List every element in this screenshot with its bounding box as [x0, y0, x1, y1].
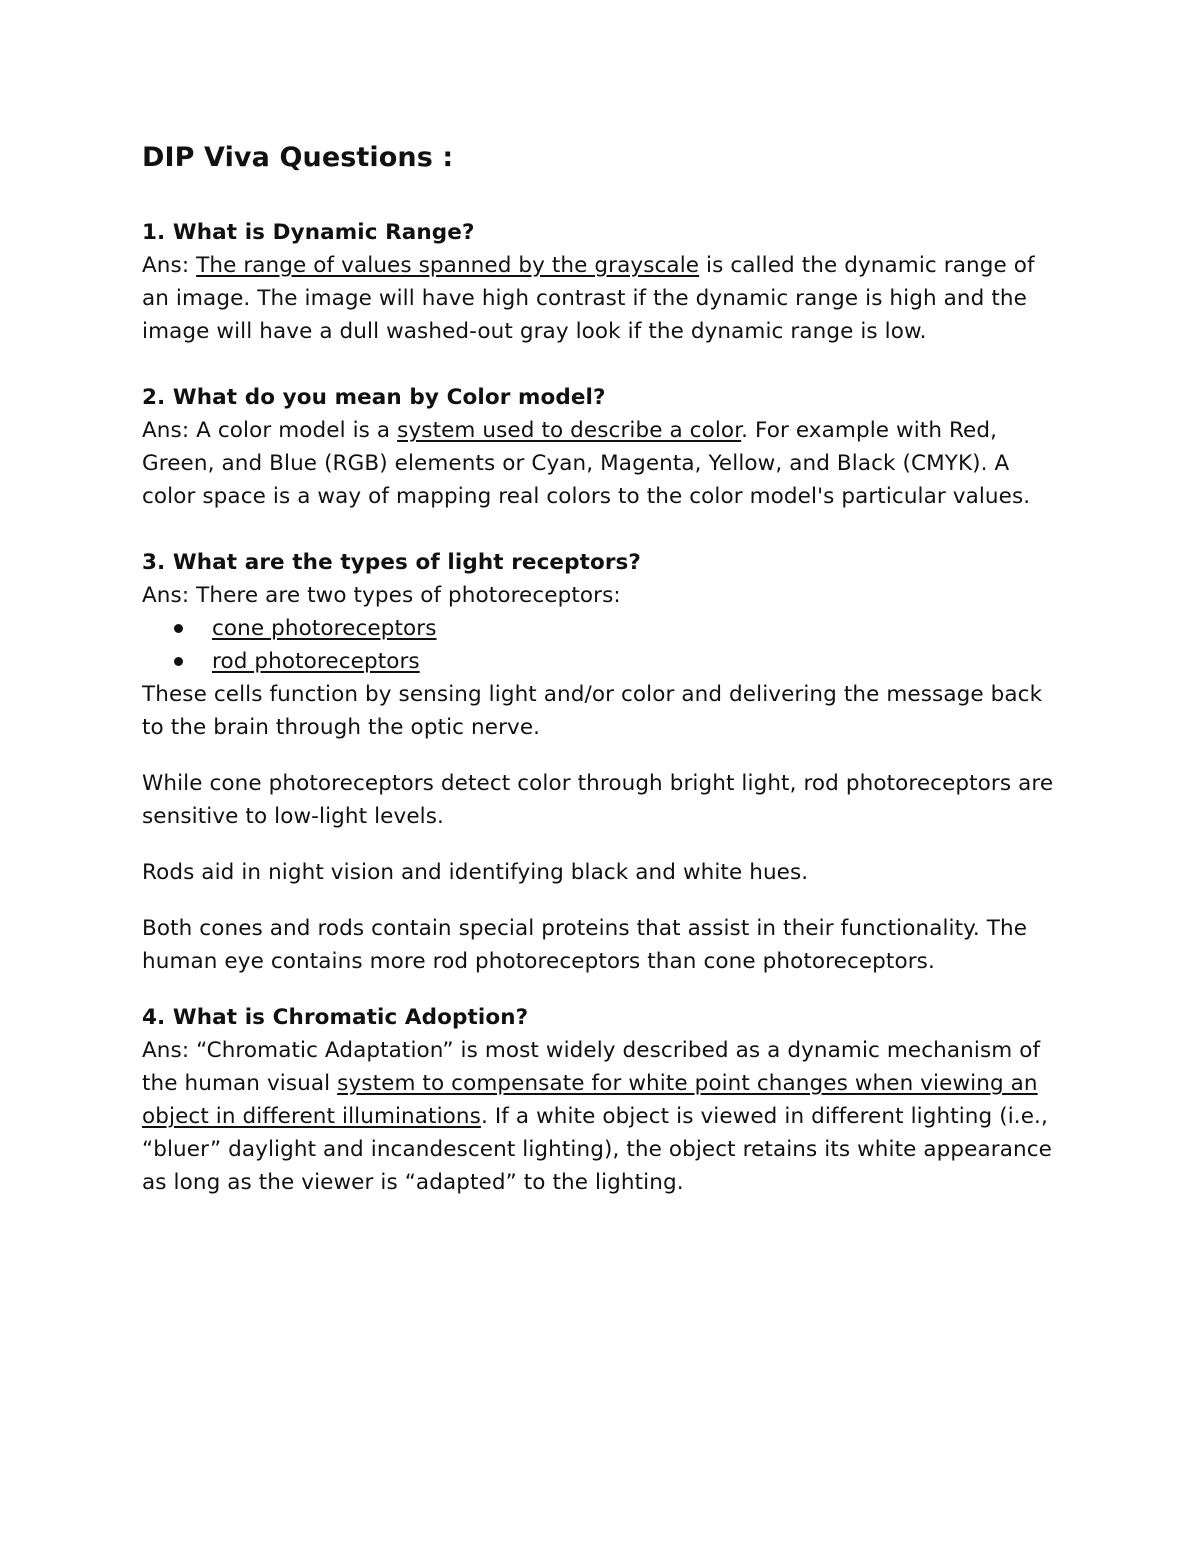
answer-1-prefix: Ans:: [142, 253, 197, 278]
answer-4-link[interactable]: system to compensate for white point changes when viewing an object in different illuminations: [142, 1071, 1038, 1129]
document-page: [142, 138, 1062, 1199]
question-3: [142, 546, 1062, 978]
question-1-answer: [142, 249, 1062, 348]
photoreceptor-list: [142, 612, 1062, 678]
answer-4-prefix: Ans: “Chromatic Adaptation” is most widely described as a dynamic mechanism of the human visual: [142, 1038, 1041, 1096]
answer-2-link[interactable]: system used to describe a color: [397, 418, 742, 443]
cone-photoreceptors-link[interactable]: cone photoreceptors: [212, 616, 437, 641]
question-1: [142, 216, 1062, 348]
question-3-answer-intro: Ans: There are two types of photoreceptors:: [142, 583, 621, 608]
answer-1-rest: is called the dynamic range of an image. The image will have high contrast if the dynamic range is high and the image will have a dull washed-out gray look if the dynamic range is low.: [142, 253, 1035, 344]
answer-4-rest: . If a white object is viewed in different lighting (i.e., “bluer” daylight and incandescent lighting), the object retains its white appearance as long as the viewer is “adapted” to the lighting.: [142, 1104, 1052, 1195]
question-3-paragraph-3: Rods aid in night vision and identifying black and white hues.: [142, 860, 809, 885]
question-1-heading: 1. What is Dynamic Range?: [142, 220, 475, 245]
answer-1-link[interactable]: The range of values spanned by the grayscale: [196, 253, 700, 278]
question-3-heading: 3. What are the types of light receptors?: [142, 550, 642, 575]
answer-2-prefix: Ans: A color model is a: [142, 418, 398, 443]
list-item: [212, 612, 1062, 645]
question-2-heading: 2. What do you mean by Color model?: [142, 385, 606, 410]
answer-2-rest: . For example with Red, Green, and Blue (RGB) elements or Cyan, Magenta, Yellow, and Black (CMYK). A color space is a way of mapping real colors to the color model's particular values.: [142, 418, 1031, 509]
question-2: [142, 381, 1062, 513]
question-4-heading: 4. What is Chromatic Adoption?: [142, 1005, 529, 1030]
question-2-answer: [142, 414, 1062, 513]
question-3-paragraph-1: These cells function by sensing light and/or color and delivering the message back to the brain through the optic nerve.: [142, 682, 1043, 740]
page-title: DIP Viva Questions :: [142, 142, 454, 173]
question-4: [142, 1001, 1062, 1199]
question-3-paragraph-2: While cone photoreceptors detect color through bright light, rod photoreceptors are sensitive to low-light levels.: [142, 771, 1054, 829]
list-item: [212, 645, 1062, 678]
question-4-answer: [142, 1034, 1062, 1199]
question-3-paragraph-4: Both cones and rods contain special proteins that assist in their functionality. The human eye contains more rod photoreceptors than cone photoreceptors.: [142, 916, 1028, 974]
rod-photoreceptors-link[interactable]: rod photoreceptors: [212, 649, 420, 674]
